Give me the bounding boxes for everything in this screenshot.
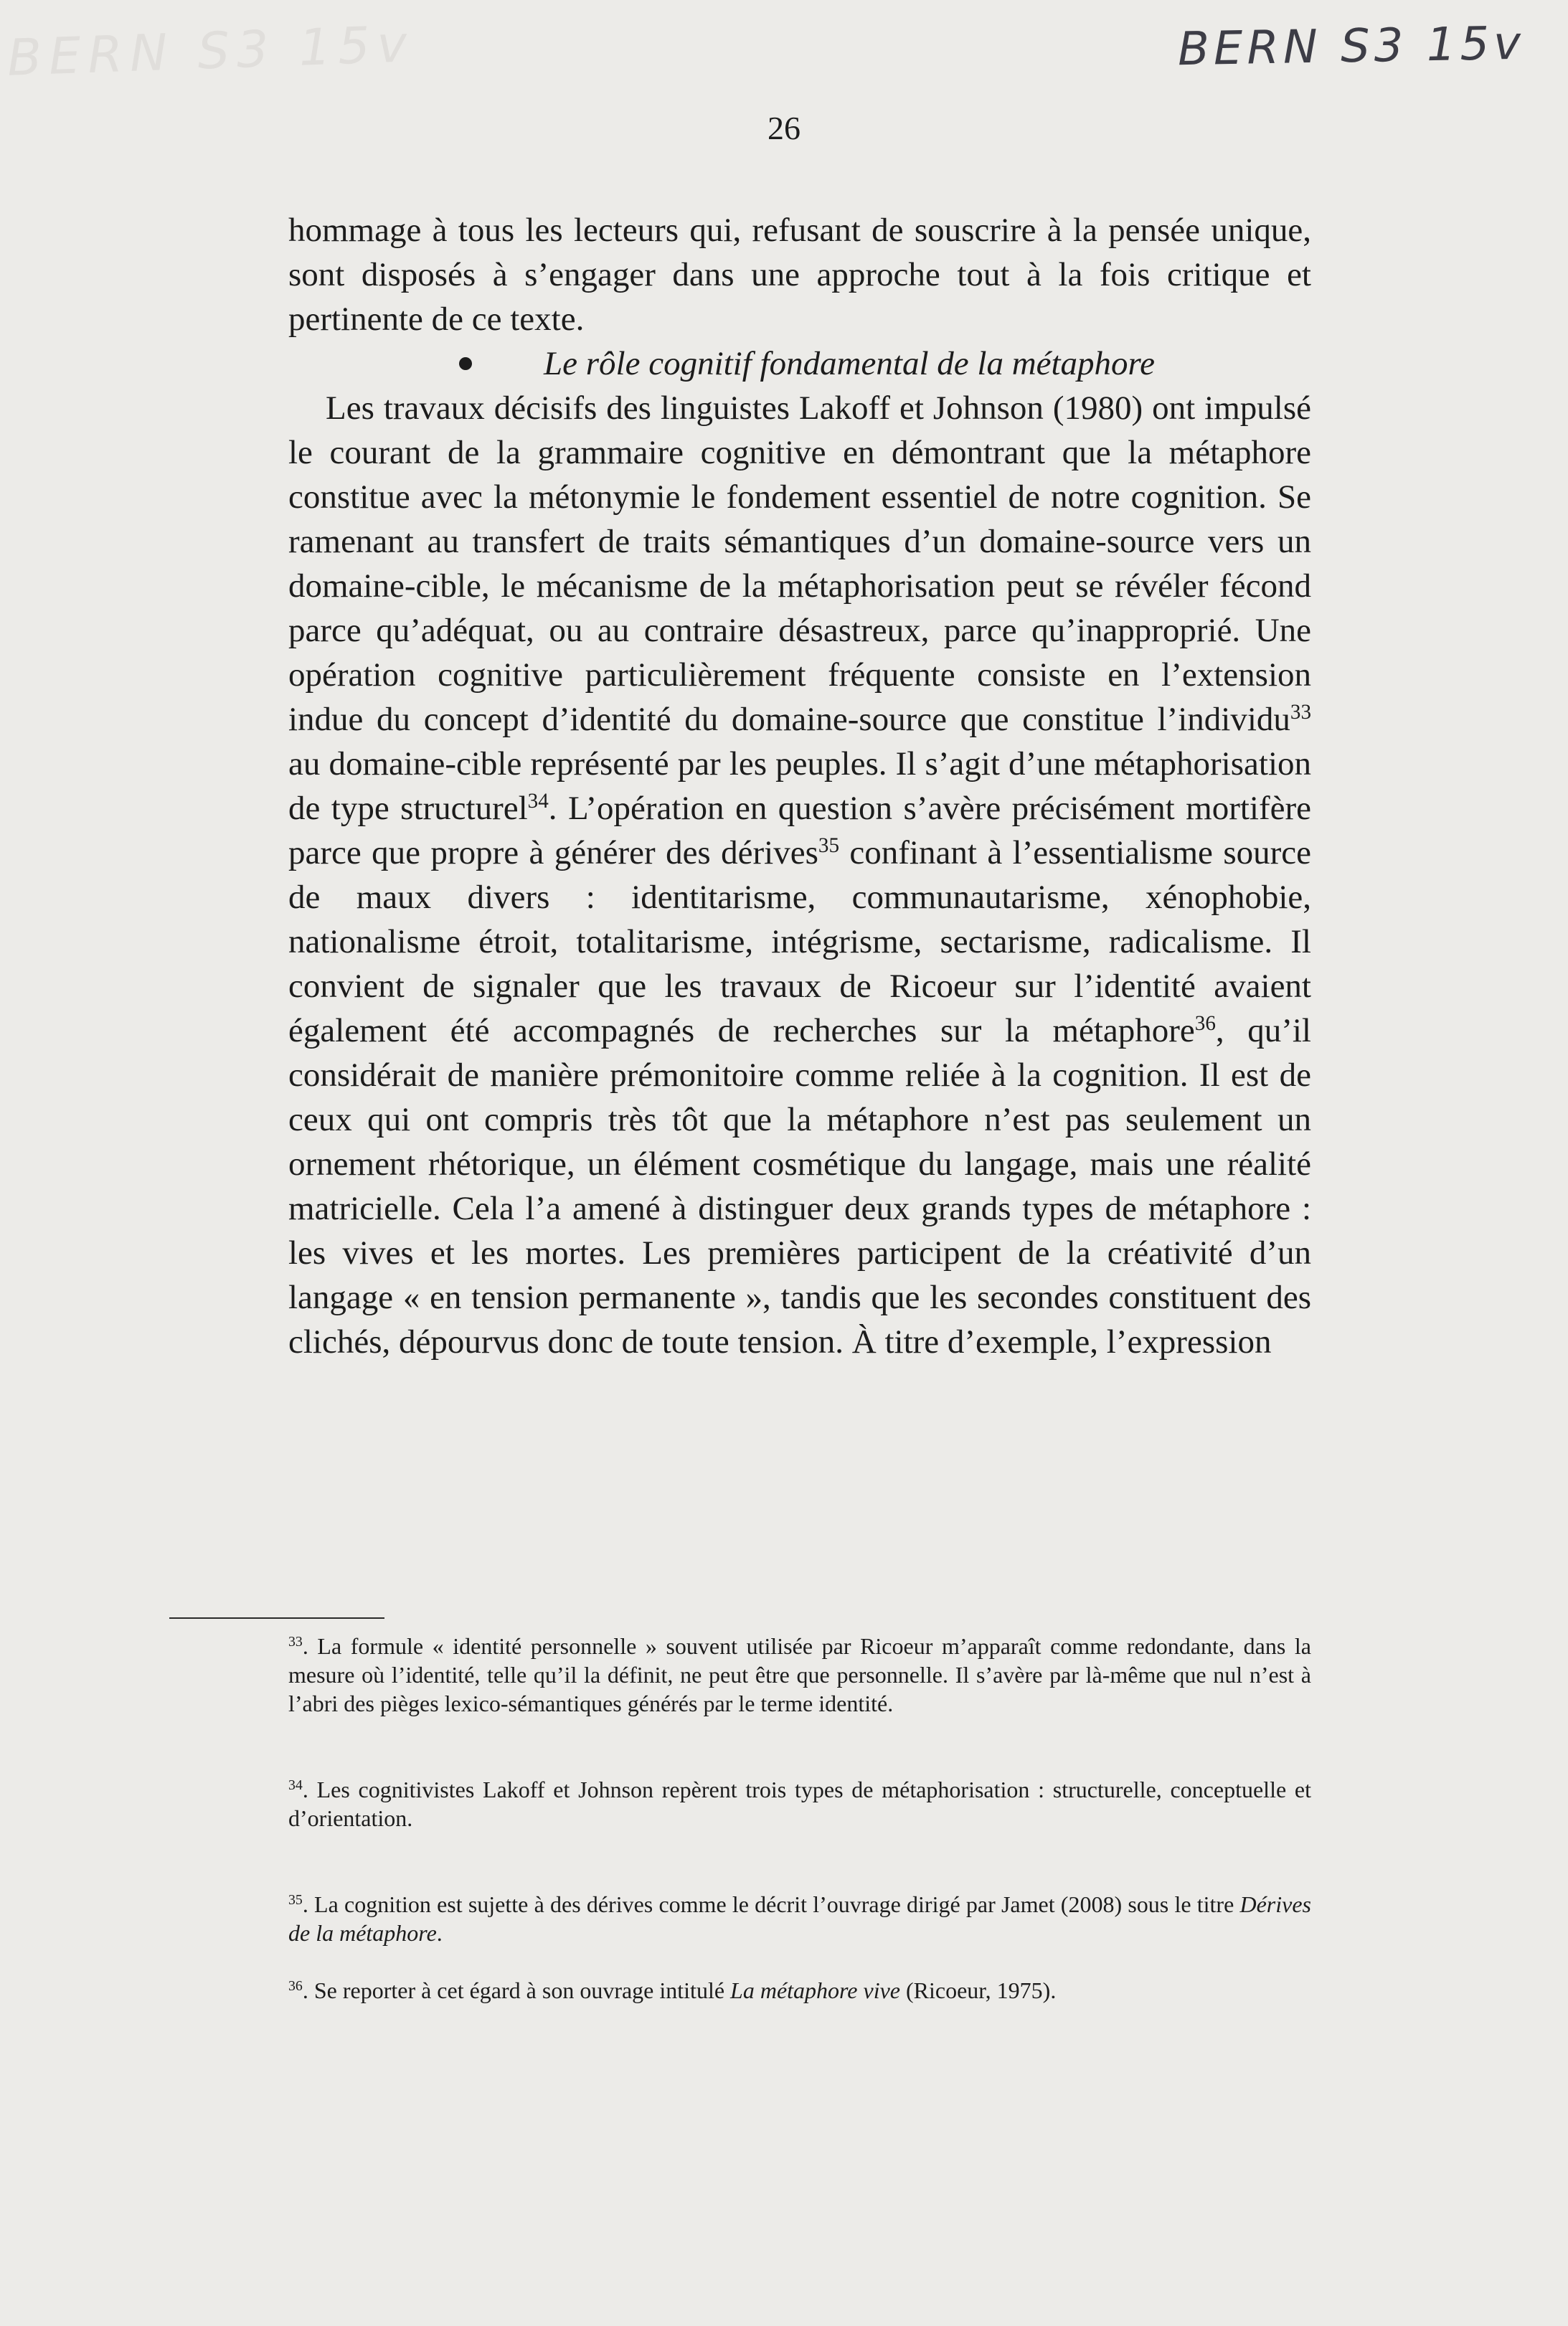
paragraph-main-part-d: confinant à l’essentialisme source de maux divers : identitarisme, communautarisme, xénophobie, nationalisme étroit, totalitarisme, intégrisme, sectarisme, radicalisme. Il convient de signaler que les travaux de Ricoeur sur l’identité avaient également été accompagnés de recherches sur la métaphore [288,834,1311,1049]
paragraph-main-part-a: Les travaux décisifs des linguistes Lakoff et Johnson (1980) ont impulsé le courant de la grammaire cognitive en démontrant que la métaphore constitue avec la métonymie le fondement essentiel de notre cognition. Se ramenant au transfert de traits sémantiques d’un domaine-source vers un domaine-cible, le mécanisme de la métaphorisation peut se révéler fécond parce qu’adéquat, ou au contraire désastreux, parce qu’inapproprié. Une opération cognitive particulièrement fréquente consiste en l’extension indue du concept d’identité du domaine-source que constitue l’individu [288,389,1311,738]
body-text [288,208,1311,1364]
footnote-ref-33: 33 [1290,700,1311,724]
bullet-icon [459,357,472,370]
footnote-ref-35: 35 [818,833,839,857]
page-number: 26 [768,110,800,146]
footnote-number-33: 33 [288,1634,303,1650]
footnote-35-text: . La cognition est sujette à des dérives comme le décrit l’ouvrage dirigé par Jamet (2008) sous le titre [302,1891,1240,1917]
footnote-36-text-end: (Ricoeur, 1975). [900,1977,1057,2003]
footnote-34 [288,1775,1311,1833]
section-heading-text: Le rôle cognitif fondamental de la métaphore [544,345,1155,382]
footnote-36-text: . Se reporter à cet égard à son ouvrage intitulé [302,1977,731,2003]
paragraph-main-part-c: . L’opération en question s’avère précisément mortifère parce que propre à générer des dérives [288,790,1311,871]
paragraph-main [288,386,1311,1364]
paragraph-main-part-e: , qu’il considérait de manière prémonitoire comme reliée à la cognition. Il est de ceux qui ont compris très tôt que la métaphore n’est pas seulement un ornement rhétorique, un élément cosmétique du langage, mais une réalité matricielle. Cela l’a amené à distinguer deux grands types de métaphore : les vives et les mortes. Les premières participent de la créativité d’un langage « en tension permanente », tandis que les secondes constituent des clichés, dépourvus donc de toute tension. À titre d’exemple, l’expression [288,1012,1311,1361]
archive-ghost-mark: BERN S3 15v [6,14,415,88]
footnote-35-book-title: Dérives de la métaphore [288,1891,1311,1946]
paragraph-main-part-b: au domaine-cible représenté par les peuples. Il s’agit d’une métaphorisation de type structurel [288,745,1311,827]
footnote-36-book-title: La métaphore vive [730,1977,900,2003]
footnote-35 [288,1890,1311,1947]
footnote-35-text-end: . [436,1920,443,1946]
footnotes [288,1632,1311,2005]
footnote-number-36: 36 [288,1978,303,1995]
paragraph-continuation: hommage à tous les lecteurs qui, refusant de souscrire à la pensée unique, sont disposés à s’engager dans une approche tout à la fois critique et pertinente de ce texte. [288,212,1311,338]
footnote-33-text: . La formule « identité personnelle » souvent utilisée par Ricoeur m’apparaît comme redondante, dans la mesure où l’identité, telle qu’il la définit, ne peut être que personnelle. Il s’avère par là-même que nul n’est à l’abri des pièges lexico-sémantiques générés par le terme identité. [288,1633,1311,1716]
archive-handwritten-mark: BERN S3 15v [1177,16,1526,77]
footnote-ref-34: 34 [527,789,549,813]
footnote-number-34: 34 [288,1777,303,1794]
footnote-number-35: 35 [288,1892,303,1909]
footnote-36 [288,1976,1311,2005]
footnote-ref-36: 36 [1194,1011,1216,1035]
footnote-separator [169,1617,384,1619]
footnote-33 [288,1632,1311,1718]
footnote-34-text: . Les cognitivistes Lakoff et Johnson repèrent trois types de métaphorisation : structurelle, conceptuelle et d’orientation. [288,1777,1311,1831]
section-heading [288,341,1311,386]
